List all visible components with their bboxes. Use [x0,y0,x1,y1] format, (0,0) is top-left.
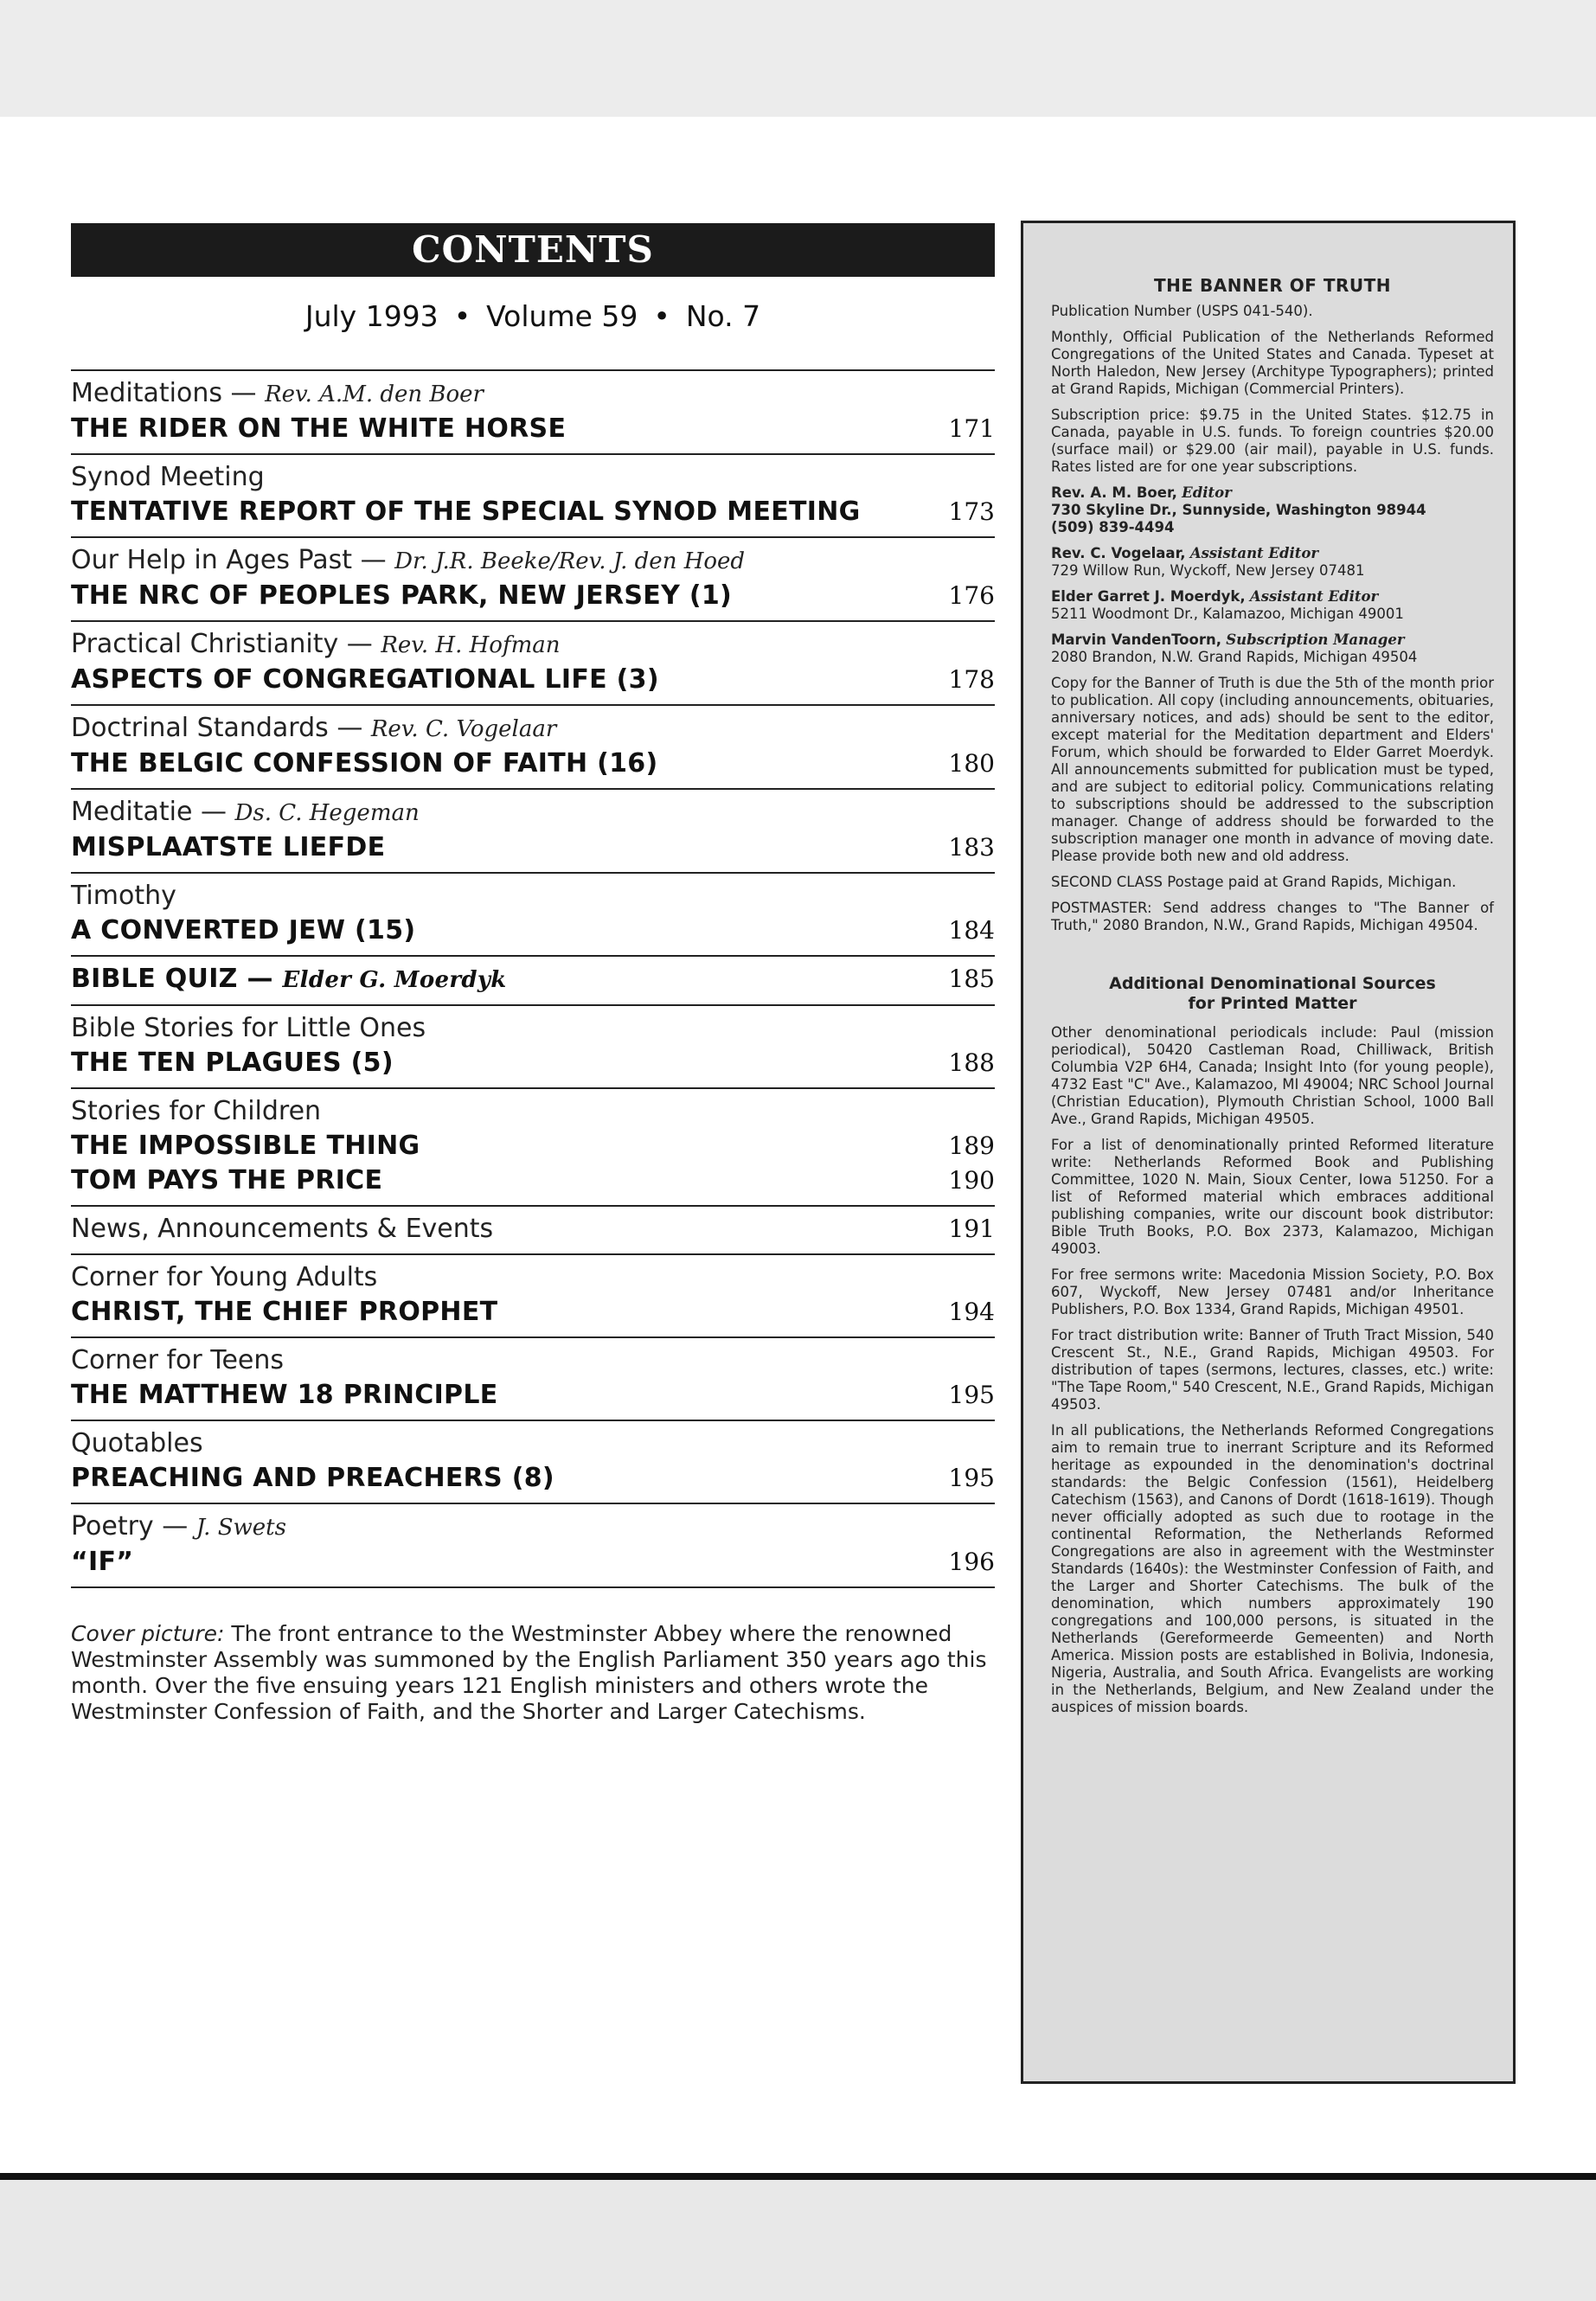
toc-entry [71,536,995,620]
sources-heading [1051,974,1494,1014]
staff-entry [1051,545,1494,580]
staff-name: Marvin VandenToorn, [1051,631,1221,648]
toc-category-label: Doctrinal Standards [71,713,329,743]
bullet-separator: • [453,299,471,333]
toc-entry [71,788,995,872]
cover-caption-lead: Cover picture: [71,1621,225,1646]
toc-dash: — [230,378,257,408]
toc-title-line [71,1163,995,1198]
toc-category-label: Our Help in Ages Past [71,545,353,575]
toc-title-text: A CONVERTED JEW (15) [71,915,416,945]
toc-author: Ds. C. Hegeman [234,800,420,826]
toc-category [71,1509,995,1545]
toc-title-text: THE IMPOSSIBLE THING [71,1131,420,1161]
toc-category-label: Corner for Teens [71,1345,285,1375]
toc-author: Rev. H. Hofman [381,632,561,658]
toc-title-text: ASPECTS OF CONGREGATIONAL LIFE (3) [71,664,659,695]
toc-title [71,579,732,613]
toc-entry [71,1253,995,1336]
toc-title-text: THE MATTHEW 18 PRINCIPLE [71,1380,498,1410]
toc-page-number: 185 [948,965,995,993]
masthead-title: THE BANNER OF TRUTH [1153,275,1392,296]
source-paragraph: For free sermons write: Macedonia Mission Society, P.O. Box 607, Wyckoff, New Jersey 07481 and/or Inheritance Publishers, P.O. Box 1334, Grand Rapids, Michigan 49501. [1051,1266,1494,1317]
toc-title [71,962,507,997]
staff-name-line [1051,631,1494,649]
toc-entry [71,872,995,955]
toc-title-line [71,1461,995,1496]
publication-number: Publication Number (USPS 041-540). [1051,303,1313,319]
toc-entry [71,1336,995,1420]
postage-note: SECOND CLASS Postage paid at Grand Rapids, Michigan. [1051,874,1457,890]
sources-list [1051,1024,1494,1716]
issue-number: No. 7 [685,299,761,333]
toc-page-number: 191 [948,1215,995,1243]
toc-page-number: 196 [948,1548,995,1576]
toc-title-text: BIBLE QUIZ [71,964,238,994]
staff-role: Editor [1182,484,1232,501]
toc-page-number: 188 [948,1048,995,1077]
staff-entry [1051,631,1494,666]
bullet-separator: • [653,299,670,333]
toc-title-line [71,1378,995,1413]
staff-list [1051,484,1494,666]
staff-entry [1051,588,1494,623]
toc-category [71,1011,995,1046]
toc-author: J. Swets [195,1515,286,1541]
toc-category [71,879,995,913]
staff-address: 730 Skyline Dr., Sunnyside, Washington 98944 [1051,502,1426,518]
toc-category [71,1260,995,1295]
toc-title-text: PREACHING AND PREACHERS (8) [71,1463,554,1493]
contents-heading: CONTENTS [71,223,995,277]
staff-role: Subscription Manager [1226,631,1405,648]
toc-entry [71,1503,995,1588]
toc-dash: — [337,713,363,743]
toc-dash: — [360,545,387,575]
masthead-sidebar [1021,221,1516,2084]
toc-title [71,412,566,446]
toc-page-number: 189 [948,1131,995,1160]
staff-name-line [1051,545,1494,562]
cover-caption [71,1621,995,1725]
toc-title [71,663,659,697]
source-paragraph: For a list of denominationally printed Reformed literature write: Netherlands Reformed Book and Publishing Committee, 1020 N. Main, Sioux Center, Iowa 51250. For a list of Reformed material which embraces additional publishing companies, write our discount book distributor: Bible Truth Books, P.O. Box 2373, Kalamazoo, Michigan 49003. [1051,1137,1494,1257]
toc-page-number: 195 [948,1464,995,1492]
toc-title [71,1378,498,1413]
toc-title-line [71,1046,995,1080]
issue-volume: Volume 59 [486,299,638,333]
toc-dash: — [162,1511,189,1541]
staff-phone: (509) 839-4494 [1051,519,1175,535]
toc-category-label: Meditations [71,378,222,408]
sources-heading-line: for Printed Matter [1188,994,1357,1013]
staff-name: Elder Garret J. Moerdyk, [1051,588,1246,605]
toc-dash: — [200,797,227,827]
toc-title-text: News, Announcements & Events [71,1214,494,1244]
toc-category-label: Corner for Young Adults [71,1262,378,1292]
toc-page-number: 171 [948,414,995,443]
toc-entry [71,620,995,704]
toc-title-line [71,663,995,697]
toc-page-number: 173 [948,497,995,526]
toc-title-line [71,962,995,997]
toc-category [71,1426,995,1461]
page-bottom-margin [0,2180,1596,2301]
toc-title-text: THE TEN PLAGUES (5) [71,1048,394,1078]
toc-title-line [71,1295,995,1330]
toc-page-number: 178 [948,665,995,694]
toc-page-number: 183 [948,833,995,862]
publication-about: Monthly, Official Publication of the Netherlands Reformed Congregations of the United States and Canada. Typeset at North Haledon, New Jersey (Architype Typographers); printed at Grand Rapids, Michigan (Commercial Printers). [1051,329,1494,397]
toc-title-text: CHRIST, THE CHIEF PROPHET [71,1297,498,1327]
copy-policy: Copy for the Banner of Truth is due the 5th of the month prior to publication. All copy (including announcements, obituaries, anniversary notices, and ads) should be sent to the editor, except material for the Meditation department and Elders' Forum, which should be forwarded to Elder Garret Moerdyk. All announcements submitted for publication must be typed, and are subject to editorial policy. Communications relating to subscriptions should be addressed to the subscription manager. Change of address should be forwarded to the subscription manager one month in advance of moving date. Please provide both new and old address. [1051,675,1494,864]
toc-title [71,1212,493,1247]
toc-title-line [71,913,995,948]
subscription-info: Subscription price: $9.75 in the United States. $12.75 in Canada, payable in U.S. funds. To foreign countries $20.00 (surface mail) or $29.00 (air mail), payable in U.S. funds. Rates listed are for one year subscriptions. [1051,407,1494,475]
staff-entry [1051,484,1494,536]
toc-category-label: Bible Stories for Little Ones [71,1013,426,1043]
toc-title [71,1545,133,1580]
sources-heading-line: Additional Denominational Sources [1109,974,1436,993]
toc-category [71,376,995,412]
toc-title-line [71,412,995,446]
toc-title-text: TENTATIVE REPORT OF THE SPECIAL SYNOD MEETING [71,497,861,527]
staff-role: Assistant Editor [1249,588,1379,605]
toc-page-number: 176 [948,581,995,610]
toc-entry [71,1420,995,1503]
toc-title-line [71,1129,995,1163]
page-top-margin [0,0,1596,117]
staff-address: 2080 Brandon, N.W. Grand Rapids, Michigan 49504 [1051,649,1418,665]
toc-entry [71,704,995,788]
toc-page-number: 195 [948,1381,995,1409]
toc-category [71,1094,995,1129]
postmaster-note: POSTMASTER: Send address changes to "The Banner of Truth," 2080 Brandon, N.W., Grand Rapids, Michigan 49504. [1051,900,1494,933]
toc-title [71,1046,394,1080]
toc-author: Rev. A.M. den Boer [265,381,484,407]
staff-name-line [1051,588,1494,606]
source-paragraph: In all publications, the Netherlands Reformed Congregations aim to remain true to inerrant Scripture and its Reformed heritage as expounded in the denomination's doctrinal standards: the Belgic Confession (1561), Heidelberg Catechism (1563), and Canons of Dordt (1618-1619). Though never officially adopted as such due to rootage in the continental Reformation, the Netherlands Reformed Congregations are also in agreement with the Westminster Standards (1640s): the Westminster Confession of Faith, and the Larger and Shorter Catechisms. The bulk of the denomination, which numbers approximately 190 congregations and 100,000 persons, is situated in the Netherlands (Gereformeerde Gemeenten) and North America. Mission posts are established in Bolivia, Indonesia, Nigeria, Australia, and South Africa. Evangelists are working in the Netherlands, Belgium, and New Zealand under the auspices of mission boards. [1051,1422,1494,1715]
toc-entry [71,369,995,453]
toc-category-label: Practical Christianity [71,629,339,659]
toc-author: Elder G. Moerdyk [282,967,507,993]
toc-entry [71,1087,995,1205]
toc-title-line [71,747,995,781]
toc-title-text: TOM PAYS THE PRICE [71,1165,383,1195]
toc-category-label: Meditatie [71,797,193,827]
table-of-contents [71,369,995,1588]
toc-page-number: 180 [948,749,995,778]
cover-caption-text: The front entrance to the Westminster Abbey where the renowned Westminster Assembly was summoned by the English Parliament 350 years ago this month. Over the five ensuing years 121 English ministers and others wrote the Westminster Confession of Faith, and the Shorter and Larger Catechisms. [71,1621,987,1724]
toc-dash: — [346,629,373,659]
toc-entry [71,1205,995,1253]
toc-title [71,913,415,948]
toc-page-number: 190 [948,1166,995,1195]
toc-title-text: THE RIDER ON THE WHITE HORSE [71,413,567,444]
toc-title-line [71,495,995,529]
toc-category [71,627,995,663]
toc-author: Dr. J.R. Beeke/Rev. J. den Hoed [394,548,746,574]
toc-title-text: THE NRC OF PEOPLES PARK, NEW JERSEY (1) [71,580,733,611]
toc-entry [71,1004,995,1087]
toc-dash: — [247,964,273,994]
source-paragraph: Other denominational periodicals include: Paul (mission periodical), 50420 Castleman Road, Chilliwack, British Columbia V2P 6H4, Canada; Insight Into (for young people), 4732 East "C" Ave., Kalamazoo, MI 49004; NRC School Journal (Christian Education), Plymouth Christian School, 1000 Ball Ave., Grand Rapids, Michigan 49505. [1051,1024,1494,1127]
staff-address: 5211 Woodmont Dr., Kalamazoo, Michigan 49001 [1051,606,1404,622]
toc-title [71,1129,420,1163]
contents-column [71,223,995,1725]
staff-name-line [1051,484,1494,502]
toc-author: Rev. C. Vogelaar [370,716,557,742]
toc-title-line [71,579,995,613]
toc-title-text: “IF” [71,1547,134,1577]
toc-entry [71,955,995,1004]
toc-title [71,1461,554,1496]
toc-category-label: Quotables [71,1428,203,1458]
toc-category [71,543,995,579]
toc-title-text: MISPLAATSTE LIEFDE [71,832,386,862]
staff-address: 729 Willow Run, Wyckoff, New Jersey 07481 [1051,562,1365,579]
toc-category-label: Timothy [71,881,176,911]
toc-page-number: 194 [948,1298,995,1326]
toc-category [71,460,995,495]
issue-month: July 1993 [304,299,439,333]
toc-title-text: THE BELGIC CONFESSION OF FAITH (16) [71,748,658,779]
toc-title [71,495,861,529]
staff-name: Rev. C. Vogelaar, [1051,545,1186,561]
toc-category [71,711,995,747]
toc-category-label: Stories for Children [71,1096,322,1126]
toc-category-label: Synod Meeting [71,462,265,492]
toc-title [71,747,657,781]
toc-title-line [71,830,995,865]
toc-title [71,830,385,865]
toc-title-line [71,1212,995,1247]
staff-role: Assistant Editor [1189,545,1319,561]
source-paragraph: For tract distribution write: Banner of Truth Tract Mission, 540 Crescent St., N.E., Grand Rapids, Michigan 49503. For distribution of tapes (sermons, lectures, classes, etc.) write: "The Tape Room," 540 Crescent, N.E., Grand Rapids, Michigan 49503. [1051,1327,1494,1413]
toc-title [71,1295,497,1330]
issue-line [71,299,995,333]
toc-page-number: 184 [948,916,995,945]
toc-category [71,795,995,830]
toc-title [71,1163,382,1198]
toc-category [71,1343,995,1378]
toc-category-label: Poetry [71,1511,154,1541]
toc-entry [71,453,995,536]
toc-title-line [71,1545,995,1580]
staff-name: Rev. A. M. Boer, [1051,484,1177,501]
